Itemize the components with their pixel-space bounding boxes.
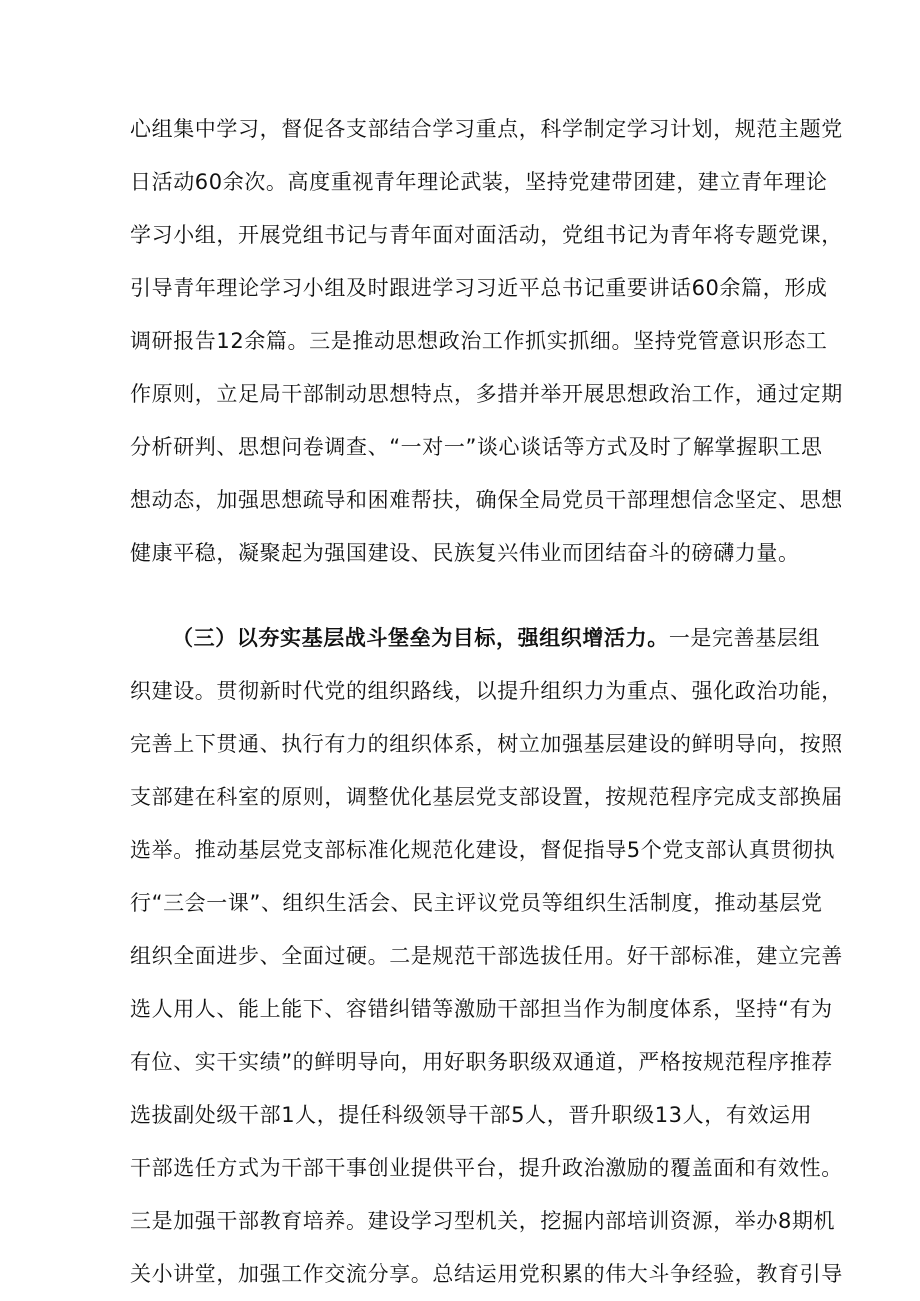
paragraph-line: 选人用人、能上能下、容错纠错等激励干部担当作为制度体系，坚持“有为 bbox=[130, 997, 833, 1021]
paragraph-line: 引导青年理论学习小组及时跟进学习习近平总书记重要讲话60余篇，形成 bbox=[130, 276, 828, 300]
paragraph-line: 有位、实干实绩”的鲜明导向，用好职务职级双通道，严格按规范程序推荐 bbox=[130, 1050, 833, 1074]
paragraph-line: 组织全面进步、全面过硬。二是规范干部选拔任用。好干部标准，建立完善 bbox=[130, 944, 843, 968]
section-heading: （三）以夯实基层战斗堡垒为目标，强组织增活力。 bbox=[172, 626, 669, 650]
paragraph-line: 选举。推动基层党支部标准化规范化建设，督促指导5个党支部认真贯彻执 bbox=[130, 838, 836, 862]
paragraph-line: 织建设。贯彻新时代党的组织路线，以提升组织力为重点、强化政治功能， bbox=[130, 679, 843, 703]
paragraph-line: 支部建在科室的原则，调整优化基层党支部设置，按规范程序完成支部换届 bbox=[130, 785, 843, 809]
paragraph-first-line bbox=[172, 623, 821, 653]
paragraph-line: 作原则，立足局干部制动思想特点，多措并举开展思想政治工作，通过定期 bbox=[130, 382, 843, 406]
paragraph-line: 行“三会一课”、组织生活会、民主评议党员等组织生活制度，推动基层党 bbox=[130, 891, 823, 915]
paragraph-line: 心组集中学习，督促各支部结合学习重点，科学制定学习计划，规范主题党 bbox=[130, 117, 843, 141]
paragraph-line: 健康平稳，凝聚起为强国建设、民族复兴伟业而团结奋斗的磅礴力量。 bbox=[130, 541, 800, 565]
paragraph-line: 调研报告12余篇。三是推动思想政治工作抓实抓细。坚持党管意识形态工 bbox=[130, 329, 828, 353]
paragraph-line: 三是加强干部教育培养。建设学习型机关，挖掘内部培训资源，举办8期机 bbox=[130, 1209, 836, 1233]
paragraph-line: 干部选任方式为干部干事创业提供平台，提升政治激励的覆盖面和有效性。 bbox=[130, 1156, 843, 1180]
paragraph-line: 想动态，加强思想疏导和困难帮扶，确保全局党员干部理想信念坚定、思想 bbox=[130, 488, 843, 512]
paragraph-line: 学习小组，开展党组书记与青年面对面活动，党组书记为青年将专题党课， bbox=[130, 223, 843, 247]
paragraph-line: 选拔副处级干部1人，提任科级领导干部5人，晋升职级13人，有效运用 bbox=[130, 1103, 813, 1127]
paragraph-line-rest: 一是完善基层组 bbox=[668, 626, 821, 650]
paragraph-line: 日活动60余次。高度重视青年理论武装，坚持党建带团建，建立青年理论 bbox=[130, 170, 828, 194]
paragraph-line: 分析研判、思想问卷调查、“一对一”谈心谈话等方式及时了解掌握职工思 bbox=[130, 435, 823, 459]
paragraph-line: 完善上下贯通、执行有力的组织体系，树立加强基层建设的鲜明导向，按照 bbox=[130, 732, 843, 756]
paragraph-line: 关小讲堂，加强工作交流分享。总结运用党积累的伟大斗争经验，教育引导 bbox=[130, 1262, 843, 1286]
